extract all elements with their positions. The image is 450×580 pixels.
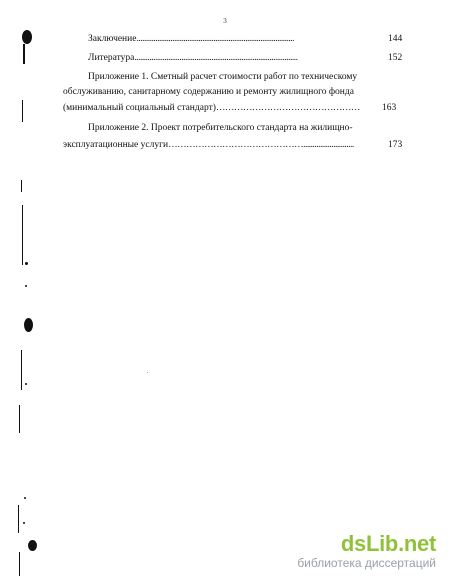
scan-artifact-line [19, 405, 20, 433]
scan-artifact-blot [24, 318, 33, 332]
scan-artifact-line [22, 205, 23, 265]
toc-page-number: 163 [382, 103, 397, 113]
toc-page-number: 173 [388, 140, 403, 150]
watermark-tagline: библиотека диссертаций [297, 556, 436, 570]
toc-leader-dots: ………………………………………........................... [168, 140, 354, 150]
toc-page-number: 152 [388, 53, 403, 63]
scan-artifact-dot [25, 285, 27, 287]
toc-leader-dots: ....................................................................................... [134, 53, 298, 63]
toc-page-number: 144 [388, 34, 403, 44]
watermark-logo-main: dsLib [340, 531, 399, 556]
page-number: 3 [223, 17, 227, 25]
toc-entry-appendix1-line1: Приложение 1. Сметный расчет стоимости работ по техническому [88, 72, 358, 82]
scan-artifact-blot [28, 540, 37, 551]
scan-artifact-line [22, 100, 23, 122]
watermark-logo [297, 533, 436, 555]
toc-leader-dots: ………………………………………… [215, 103, 360, 113]
toc-entry-label: эксплуатационные услуги [63, 140, 169, 150]
toc-entry-appendix2-line1: Приложение 2. Проект потребительского стандарта на жилищно- [88, 123, 353, 133]
scan-artifact-line [21, 350, 22, 390]
scan-artifact-blot [22, 30, 32, 44]
scan-artifact-line [23, 44, 25, 64]
scan-artifact-line [18, 505, 19, 533]
toc-leader-dots: .................................................................................... [136, 34, 294, 44]
scan-artifact-dot [25, 383, 27, 385]
toc-entry-conclusion [88, 33, 294, 45]
toc-entry-label: Заключение [88, 34, 137, 44]
scan-artifact-dot [25, 262, 28, 265]
toc-entry-label: Литература [88, 53, 135, 63]
toc-entry-appendix1-line2: обслуживанию, санитарному содержанию и ремонту жилищного фонда [63, 87, 354, 97]
toc-entry-appendix1-line3 [63, 102, 360, 114]
site-watermark [297, 533, 436, 570]
toc-entry-label: (минимальный социальный стандарт) [63, 103, 216, 113]
toc-entry-appendix2-line2 [63, 139, 354, 151]
scan-artifact-dot [24, 497, 26, 499]
scan-artifact-dot [147, 372, 148, 373]
scan-artifact-dot [23, 522, 25, 524]
scan-artifact-line [21, 180, 22, 192]
watermark-logo-tld: .net [398, 531, 436, 556]
toc-entry-literature [88, 52, 297, 64]
scan-artifact-line [19, 552, 20, 576]
